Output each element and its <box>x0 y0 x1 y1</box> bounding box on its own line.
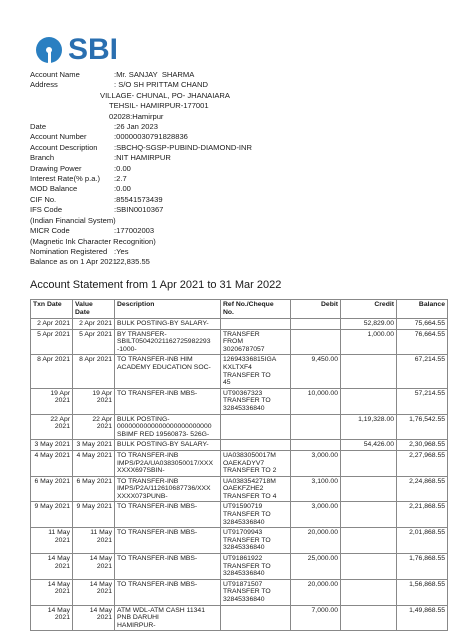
value-date-cell: 9 May 2021 <box>73 502 115 528</box>
table-body <box>31 319 448 631</box>
detail-row <box>30 226 252 236</box>
value-date-cell: 11 May 2021 <box>73 528 115 554</box>
ref-cell: UT91871507 TRANSFER TO 32845336840 <box>221 579 291 605</box>
debit-cell: 20,000.00 <box>291 528 341 554</box>
column-header: Debit <box>291 300 341 319</box>
credit-cell: 52,829.00 <box>341 319 397 330</box>
detail-label: Drawing Power <box>30 163 82 173</box>
txn-date-cell: 19 Apr 2021 <box>31 388 73 414</box>
ref-cell <box>221 414 291 440</box>
table-row <box>31 388 448 414</box>
detail-row <box>30 257 252 267</box>
detail-row <box>30 205 252 215</box>
description-cell: TO TRANSFER-INB IMPS/P2A/UA0383050017/XXX XXXX697SBIN- <box>115 450 221 476</box>
detail-row <box>30 132 252 142</box>
txn-date-cell: 14 May 2021 <box>31 554 73 580</box>
debit-cell: 20,000.00 <box>291 579 341 605</box>
txn-date-cell: 8 Apr 2021 <box>31 355 73 388</box>
detail-value: TEHSIL- HAMIRPUR-177001 <box>109 101 209 111</box>
detail-row <box>30 91 252 101</box>
detail-value: :00000030791828836 <box>114 132 188 142</box>
detail-value: :0.00 <box>114 163 131 173</box>
value-date-cell: 14 May 2021 <box>73 605 115 631</box>
detail-value: :Mr. SANJAY SHARMA <box>114 70 195 79</box>
table-row <box>31 450 448 476</box>
detail-value: 02028:Hamirpur <box>109 111 164 121</box>
detail-label <box>30 91 100 101</box>
detail-value: :2.7 <box>114 174 127 184</box>
credit-cell: 1,000.00 <box>341 329 397 355</box>
detail-value: :177002003 <box>114 226 155 236</box>
detail-row <box>30 122 252 132</box>
detail-row <box>30 70 252 80</box>
debit-cell: 3,000.00 <box>291 502 341 528</box>
table-row <box>31 414 448 440</box>
balance-cell: 67,214.55 <box>397 355 448 388</box>
credit-cell: 54,426.00 <box>341 440 397 451</box>
detail-label: Date <box>30 122 47 132</box>
ref-cell: 12694336815IGA KXLTXF4 TRANSFER TO 45 <box>221 355 291 388</box>
table-row <box>31 355 448 388</box>
detail-value: :0.00 <box>114 184 131 194</box>
detail-row <box>30 174 252 184</box>
txn-date-cell: 14 May 2021 <box>31 605 73 631</box>
value-date-cell: 3 May 2021 <box>73 440 115 451</box>
description-cell: TO TRANSFER-INB MBS- <box>115 502 221 528</box>
column-header: Value Date <box>73 300 115 319</box>
detail-label <box>30 101 109 111</box>
txn-date-cell: 9 May 2021 <box>31 502 73 528</box>
description-cell: TO TRANSFER-INB MBS- <box>115 579 221 605</box>
value-date-cell: 4 May 2021 <box>73 450 115 476</box>
description-cell: TO TRANSFER-INB MBS- <box>115 388 221 414</box>
detail-value: :22,835.55 <box>114 257 150 267</box>
debit-cell <box>291 329 341 355</box>
credit-cell <box>341 355 397 388</box>
ref-cell <box>221 605 291 631</box>
table-row <box>31 605 448 631</box>
debit-cell <box>291 440 341 451</box>
description-cell: TO TRANSFER-INB MBS- <box>115 528 221 554</box>
value-date-cell: 5 Apr 2021 <box>73 329 115 355</box>
detail-label <box>30 112 109 122</box>
txn-date-cell: 3 May 2021 <box>31 440 73 451</box>
value-date-cell: 19 Apr 2021 <box>73 388 115 414</box>
column-header: Txn Date <box>31 300 73 319</box>
ref-cell <box>221 440 291 451</box>
detail-row <box>30 153 252 163</box>
txn-date-cell: 14 May 2021 <box>31 579 73 605</box>
sbi-keyhole-icon <box>36 37 62 63</box>
detail-row <box>30 101 252 111</box>
debit-cell: 3,100.00 <box>291 476 341 502</box>
account-details <box>30 70 252 268</box>
detail-value: :NIT HAMIRPUR <box>114 153 171 163</box>
credit-cell <box>341 528 397 554</box>
table-row <box>31 440 448 451</box>
txn-date-cell: 22 Apr 2021 <box>31 414 73 440</box>
column-header: Balance <box>397 300 448 319</box>
debit-cell <box>291 414 341 440</box>
detail-value: :SBIN0010367 <box>114 205 164 215</box>
balance-cell: 1,76,868.55 <box>397 554 448 580</box>
credit-cell <box>341 450 397 476</box>
detail-value: :85541573439 <box>114 194 163 204</box>
detail-label: MOD Balance <box>30 184 78 194</box>
detail-label: Branch <box>30 153 55 163</box>
ref-cell: UT91709943 TRANSFER TO 32845336840 <box>221 528 291 554</box>
detail-row <box>30 195 252 205</box>
credit-cell: 1,19,328.00 <box>341 414 397 440</box>
balance-cell: 2,27,968.55 <box>397 450 448 476</box>
debit-cell <box>291 319 341 330</box>
debit-cell: 25,000.00 <box>291 554 341 580</box>
credit-cell <box>341 605 397 631</box>
ref-cell: UA0383050017M OAEKADYV7 TRANSFER TO 2 <box>221 450 291 476</box>
detail-label: Nomination Registered <box>30 246 108 256</box>
description-cell: ATM WDL-ATM CASH 11341 PNB DARUHI HAMIRPUR- <box>115 605 221 631</box>
detail-row <box>30 80 252 90</box>
value-date-cell: 8 Apr 2021 <box>73 355 115 388</box>
detail-value: :26 Jan 2023 <box>114 122 158 132</box>
table-row <box>31 502 448 528</box>
detail-label: CIF No. <box>30 194 57 204</box>
txn-date-cell: 5 Apr 2021 <box>31 329 73 355</box>
value-date-cell: 22 Apr 2021 <box>73 414 115 440</box>
value-date-cell: 14 May 2021 <box>73 579 115 605</box>
description-cell: BULK POSTING-BY SALARY- <box>115 440 221 451</box>
bank-name: SBI <box>68 33 119 66</box>
detail-label: IFS Code <box>30 205 63 215</box>
credit-cell <box>341 476 397 502</box>
column-header: Description <box>115 300 221 319</box>
balance-cell: 1,76,542.55 <box>397 414 448 440</box>
ref-cell: TRANSFER FROM 30206787057 <box>221 329 291 355</box>
detail-value: : S/O SH PRITTAM CHAND <box>114 80 208 90</box>
balance-cell: 2,30,968.55 <box>397 440 448 451</box>
description-cell: BULK POSTING- 0000000000000000000000000 SBIMF RED 19560873- 526G- <box>115 414 221 440</box>
description-cell: TO TRANSFER-INB MBS- <box>115 554 221 580</box>
detail-value: :Yes <box>114 246 129 256</box>
detail-row <box>30 164 252 174</box>
debit-cell: 7,000.00 <box>291 605 341 631</box>
txn-date-cell: 2 Apr 2021 <box>31 319 73 330</box>
description-cell: TO TRANSFER-INB HIM ACADEMY EDUCATION SOC- <box>115 355 221 388</box>
ref-cell: UT91590719 TRANSFER TO 32845336840 <box>221 502 291 528</box>
txn-date-cell: 11 May 2021 <box>31 528 73 554</box>
table-row <box>31 329 448 355</box>
value-date-cell: 2 Apr 2021 <box>73 319 115 330</box>
balance-cell: 1,56,868.55 <box>397 579 448 605</box>
table-row <box>31 476 448 502</box>
ref-cell: UT90367323 TRANSFER TO 32845336840 <box>221 388 291 414</box>
value-date-cell: 14 May 2021 <box>73 554 115 580</box>
balance-cell: 2,21,868.55 <box>397 502 448 528</box>
credit-cell <box>341 388 397 414</box>
detail-label: Account Description <box>30 142 98 152</box>
description-cell: TO TRANSFER-INB IMPS/P2A/112610687736/XXX XXXX073PUNB- <box>115 476 221 502</box>
detail-label: Account Number <box>30 132 87 142</box>
balance-cell: 57,214.55 <box>397 388 448 414</box>
credit-cell <box>341 554 397 580</box>
debit-cell: 10,000.00 <box>291 388 341 414</box>
detail-row <box>30 143 252 153</box>
column-header: Ref No./Cheque No. <box>221 300 291 319</box>
table-row <box>31 554 448 580</box>
detail-label: Balance as on 1 Apr 2021 <box>30 257 117 267</box>
table-row <box>31 319 448 330</box>
ref-cell: UT91861922 TRANSFER TO 32845336840 <box>221 554 291 580</box>
sbi-logo <box>36 33 119 66</box>
debit-cell: 9,450.00 <box>291 355 341 388</box>
detail-label: Address <box>30 80 58 90</box>
table-row <box>31 579 448 605</box>
detail-row <box>30 237 252 247</box>
detail-label: (Indian Financial System) <box>30 215 116 225</box>
balance-cell: 2,24,868.55 <box>397 476 448 502</box>
detail-label: (Magnetic Ink Character Recognition) <box>30 236 156 246</box>
detail-label: Interest Rate(% p.a.) <box>30 174 101 184</box>
detail-row <box>30 247 252 257</box>
credit-cell <box>341 502 397 528</box>
description-cell: BY TRANSFER- SBILT05042021162725982293 -1000- <box>115 329 221 355</box>
table-row <box>31 528 448 554</box>
detail-label: Account Name <box>30 70 80 79</box>
detail-row <box>30 216 252 226</box>
ref-cell: UA0383542718M OAEKFZHE2 TRANSFER TO 4 <box>221 476 291 502</box>
ref-cell <box>221 319 291 330</box>
detail-value: VILLAGE- CHUNAL, PO- JHANAIARA <box>100 90 230 100</box>
txn-date-cell: 4 May 2021 <box>31 450 73 476</box>
detail-value: :SBCHQ-SGSP-PUBIND-DIAMOND-INR <box>114 142 252 152</box>
transactions-table <box>30 299 448 631</box>
detail-row <box>30 184 252 194</box>
statement-title: Account Statement from 1 Apr 2021 to 31 Mar 2022 <box>30 279 282 291</box>
balance-cell: 2,01,868.55 <box>397 528 448 554</box>
table-header-row <box>31 300 448 319</box>
description-cell: BULK POSTING-BY SALARY- <box>115 319 221 330</box>
credit-cell <box>341 579 397 605</box>
balance-cell: 76,664.55 <box>397 329 448 355</box>
detail-row <box>30 112 252 122</box>
value-date-cell: 6 May 2021 <box>73 476 115 502</box>
column-header: Credit <box>341 300 397 319</box>
debit-cell: 3,000.00 <box>291 450 341 476</box>
balance-cell: 75,664.55 <box>397 319 448 330</box>
balance-cell: 1,49,868.55 <box>397 605 448 631</box>
detail-label: MICR Code <box>30 226 70 236</box>
txn-date-cell: 6 May 2021 <box>31 476 73 502</box>
